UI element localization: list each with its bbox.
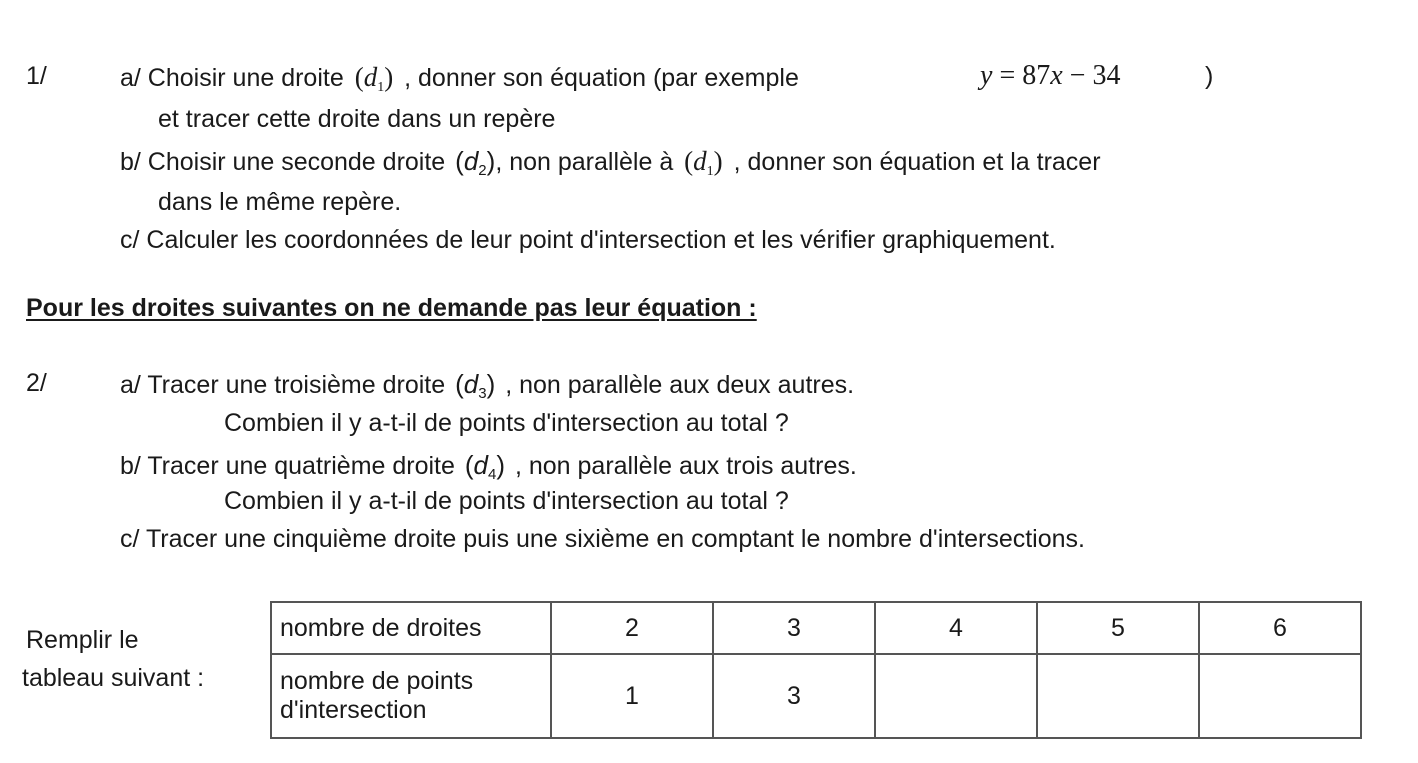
q2-c-text: c/ Tracer une cinquième droite puis une sixième en comptant le nombre d'intersections. (120, 525, 1085, 553)
row1-cell-3: 4 (875, 602, 1037, 654)
q1-b-line2: dans le même repère. (158, 188, 402, 216)
q2-b-prefix: b/ Tracer une quatrième droite (120, 452, 455, 480)
section-heading: Pour les droites suivantes on ne demande pas leur équation : (26, 294, 757, 322)
q1-a-d1: $(d_1)$ (354, 62, 394, 95)
q1-number: 1/ (26, 62, 47, 90)
d4-base: d (473, 450, 488, 480)
eq-coef: 87 (1022, 60, 1051, 91)
q2-b-end: , non parallèle aux trois autres. (514, 452, 857, 480)
q1-a-prefix: a/ Choisir une droite (120, 64, 344, 92)
eq-const: 34 (1092, 60, 1121, 91)
table-intro-line2: tableau suivant : (22, 664, 205, 692)
row2-cell-4[interactable] (1037, 654, 1199, 738)
d4-sub: 4 (488, 466, 497, 483)
eq-x: x (1050, 60, 1063, 91)
row2-label-line1: nombre de points (280, 667, 474, 696)
eq-equals: = (999, 60, 1016, 91)
q1-a-middle: , donner son équation (par exemple (404, 64, 799, 92)
example-equation (980, 62, 1120, 90)
row2-cell-1: 1 (551, 654, 713, 738)
d2-base: d (463, 146, 479, 176)
d1-sub: 1 (377, 80, 385, 95)
b-d1-sub: 1 (706, 164, 714, 179)
q2-a-d3: $(d_3)$ (455, 369, 496, 402)
q2-b-question: Combien il y a-t-il de points d'intersection au total ? (224, 487, 789, 515)
row1-label: nombre de droites (271, 602, 551, 654)
q1-a-close: ) (1205, 62, 1214, 90)
intersections-table (270, 601, 1362, 739)
table-row-lines (271, 602, 1361, 654)
q1-b-prefix: b/ Choisir une seconde droite (120, 148, 446, 176)
row2-cell-2: 3 (713, 654, 875, 738)
row2-cell-5[interactable] (1199, 654, 1361, 738)
q1-a-line1 (120, 64, 799, 95)
q1-b-d2: $(d_2)$ (455, 146, 496, 179)
q2-a-question: Combien il y a-t-il de points d'intersection au total ? (224, 409, 789, 437)
eq-minus: − (1069, 60, 1086, 91)
row1-cell-1: 2 (551, 602, 713, 654)
row2-label (271, 654, 551, 738)
d3-base: d (463, 369, 479, 399)
q1-a-line2: et tracer cette droite dans un repère (158, 105, 556, 133)
table-row-intersections (271, 654, 1361, 738)
q2-a-prefix: a/ Tracer une troisième droite (120, 371, 446, 399)
q1-b-end: , donner son équation et la tracer (733, 148, 1101, 176)
d2-sub: 2 (478, 162, 487, 179)
table-intro-line1: Remplir le (26, 626, 139, 654)
q1-b-d1: $(d_1)$ (684, 146, 723, 179)
row1-cell-5: 6 (1199, 602, 1361, 654)
q2-a-line (120, 371, 854, 401)
row2-label-line2: d'intersection (280, 696, 427, 724)
q2-b-d4: $(d_4)$ (464, 450, 506, 483)
eq-y: y (980, 60, 993, 91)
d3-sub: 3 (478, 385, 487, 402)
row1-cell-4: 5 (1037, 602, 1199, 654)
q2-number: 2/ (26, 369, 47, 397)
d1-base: d (363, 62, 378, 92)
b-d1-base: d (693, 146, 707, 176)
q1-c-text: c/ Calculer les coordonnées de leur point d'intersection et les vérifier graphiquement. (120, 226, 1056, 254)
q1-b-line1 (120, 148, 1101, 179)
row1-cell-2: 3 (713, 602, 875, 654)
row2-cell-3[interactable] (875, 654, 1037, 738)
q2-a-end: , non parallèle aux deux autres. (505, 371, 855, 399)
q2-b-line (120, 452, 857, 482)
q1-b-middle: , non parallèle à (495, 148, 674, 176)
